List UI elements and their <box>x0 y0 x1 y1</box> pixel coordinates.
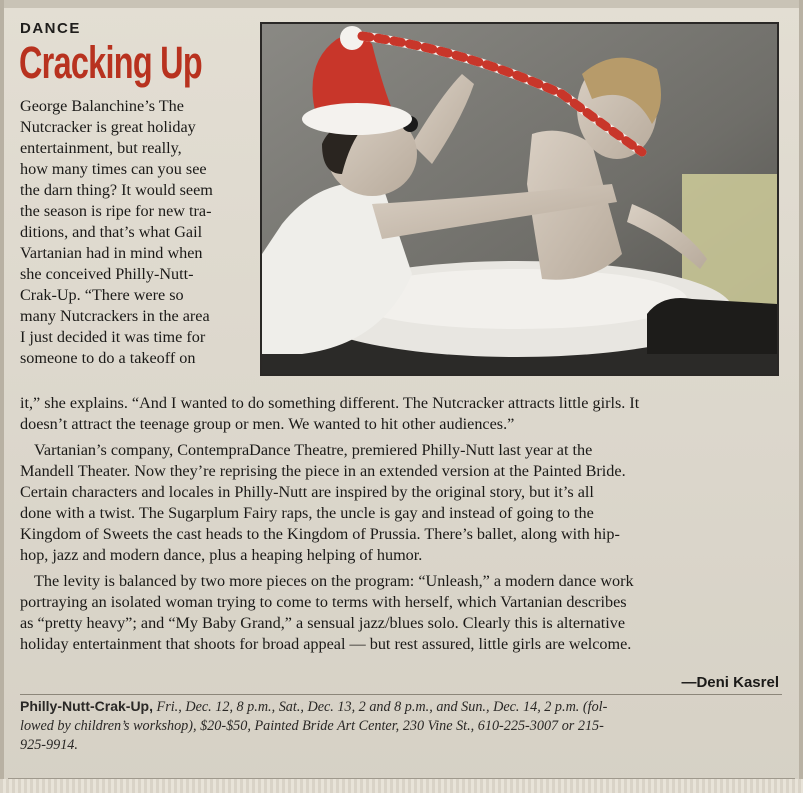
article-line: Vartanian had in mind when <box>20 244 203 262</box>
article-line: the darn thing? It would seem <box>20 181 213 199</box>
article-line: Mandell Theater. Now they’re reprising the piece in an extended version at the Painted Bride. <box>20 462 626 480</box>
photo-illustration <box>262 24 777 374</box>
headline: Cracking Up <box>19 37 202 88</box>
article-line: Nutcracker is great holiday <box>20 118 196 136</box>
article-line: many Nutcrackers in the area <box>20 307 210 325</box>
listing-line-2: lowed by children’s workshop), $20-$50, Painted Bride Art Center, 230 Vine St., 610-225-3007 or 215- <box>20 718 604 734</box>
article-line: George Balanchine’s The <box>20 97 184 115</box>
article-line: as “pretty heavy”; and “My Baby Grand,” a sensual jazz/blues solo. Clearly this is alternative <box>20 614 626 632</box>
left-edge <box>0 0 4 793</box>
article-line: Crak-Up. “There were so <box>20 286 184 304</box>
article-line: she conceived Philly-Nutt- <box>20 265 194 283</box>
section-label: DANCE <box>20 20 81 37</box>
article-line: ditions, and that’s what Gail <box>20 223 203 241</box>
dancers-photo <box>260 22 779 376</box>
event-listing <box>20 697 780 755</box>
listing-line-3: 925-9914. <box>20 737 78 753</box>
article-line: done with a twist. The Sugarplum Fairy raps, the uncle is gay and instead of going to the <box>20 504 594 522</box>
article-line: Certain characters and locales in Philly-Nutt are inspired by the original story, but it’s all <box>20 483 594 501</box>
listing-line-1: Fri., Dec. 12, 8 p.m., Sat., Dec. 13, 2 and 8 p.m., and Sun., Dec. 14, 2 p.m. (fol- <box>153 699 608 715</box>
top-edge <box>0 0 803 8</box>
listing-title: Philly-Nutt-Crak-Up, <box>20 698 153 714</box>
article-line: Vartanian’s company, ContempraDance Theatre, premiered Philly-Nutt last year at the <box>34 441 593 459</box>
article-line: I just decided it was time for <box>20 328 206 346</box>
article-line: entertainment, but really, <box>20 139 182 157</box>
article-line: hop, jazz and modern dance, plus a heaping helping of humor. <box>20 546 423 564</box>
listing-divider <box>20 694 782 695</box>
article-line: it,” she explains. “And I wanted to do something different. The Nutcracker attracts little girls. It <box>20 394 640 412</box>
article-line: the season is ripe for new tra- <box>20 202 212 220</box>
right-edge <box>799 0 803 793</box>
article-line: portraying an isolated woman trying to come to terms with herself, which Vartanian describes <box>20 593 627 611</box>
article-line: The levity is balanced by two more pieces on the program: “Unleash,” a modern dance work <box>34 572 634 590</box>
article-line: Kingdom of Sweets the cast heads to the Kingdom of Prussia. There’s ballet, along with hip- <box>20 525 620 543</box>
article-line: someone to do a takeoff on <box>20 349 196 367</box>
author-credit: —Deni Kasrel <box>681 674 779 691</box>
article-line: doesn’t attract the teenage group or men. We wanted to hit other audiences.” <box>20 415 515 433</box>
article-line: holiday entertainment that shoots for broad appeal — but rest assured, little girls are welcome. <box>20 635 632 653</box>
bottom-edge <box>0 779 803 793</box>
article-line: how many times can you see <box>20 160 207 178</box>
